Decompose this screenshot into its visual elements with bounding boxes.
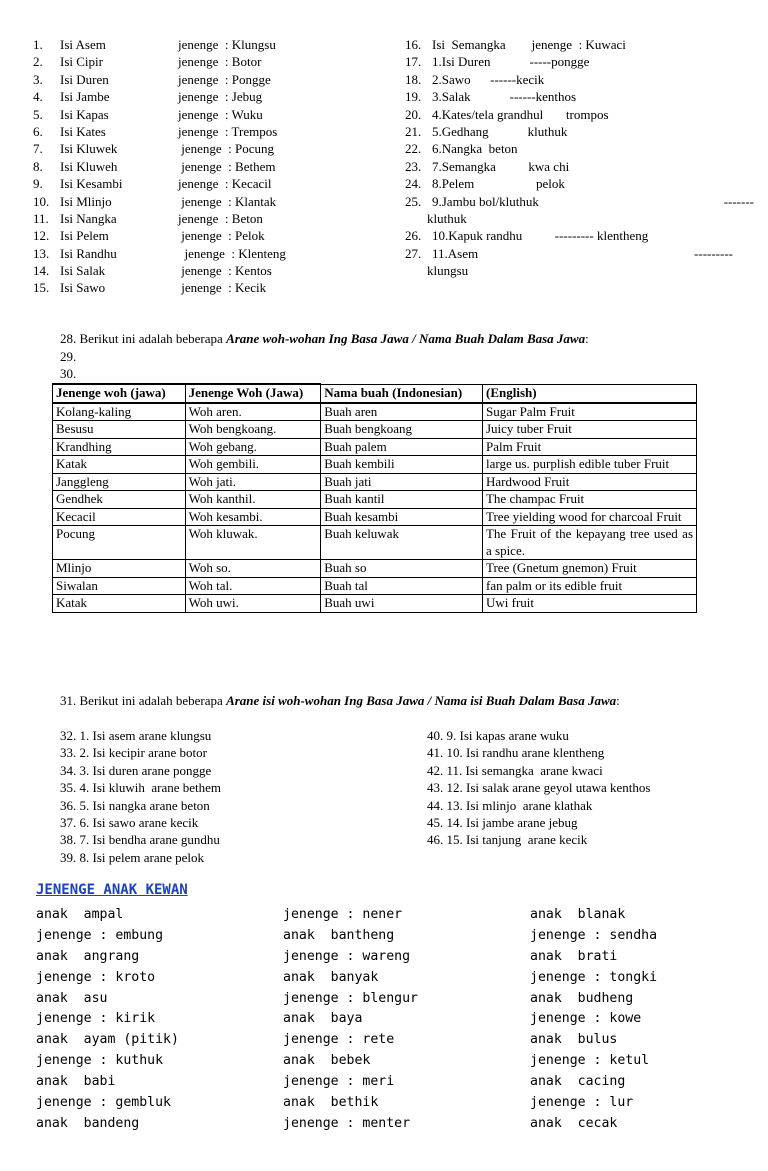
fruit-names-table [52,383,697,613]
list-item: anak bandeng [36,1115,140,1131]
list-item: 34. 3. Isi duren arane pongge [60,762,212,778]
anak-kewan-column-2 [283,905,418,1135]
table-cell: Buah bengkoang [321,421,483,439]
item-name: jenenge : Kecik [178,280,267,296]
item-fruit: Isi Kates [60,123,106,139]
list-item: 33. 2. Isi kecipir arane botor [60,745,207,761]
table-row [53,577,697,595]
item-number: 22. [405,141,422,157]
table-cell: Buah so [321,560,483,578]
list-item: anak bethik [283,1095,379,1111]
list-item: 43. 12. Isi salak arane geyol utawa kenthos [427,780,651,796]
list-item: anak cacing [530,1074,626,1090]
table-cell: Hardwood Fruit [482,473,696,491]
list-item [405,53,648,70]
table-row [53,421,697,439]
table-cell: Woh kanthil. [185,491,321,509]
list-item [33,175,286,192]
list-item: anak brati [530,948,618,964]
list-item: anak cecak [530,1115,618,1131]
table-cell: Buah tal [321,577,483,595]
item-name: jenenge : Wuku [178,106,263,122]
table-cell: Siwalan [53,577,186,595]
list-item [33,262,286,279]
list-item: jenenge : kroto [36,969,156,985]
list-item: 35. 4. Isi kluwih arane bethem [60,780,222,796]
seed-names-intro: 31. Berikut ini adalah beberapa Arane isi woh-wohan Ing Basa Jawa / Nama isi Buah Dalam Basa Jawa: [60,693,620,708]
table-cell: Krandhing [53,438,186,456]
anak-kewan-heading: JENENGE ANAK KEWAN [36,882,188,898]
seed-arane-list-right [427,727,650,849]
table-row [53,403,697,421]
seed-list-left [33,36,286,297]
table-cell: Katak [53,456,186,474]
list-item [33,36,286,53]
item-number: 9. [33,176,43,192]
item-number: 20. [405,106,422,122]
table-cell: Woh bengkoang. [185,421,321,439]
table-row [53,508,697,526]
item-fruit: Isi Randhu [60,245,117,261]
item-number: 21. [405,123,422,139]
list-item: 36. 5. Isi nangka arane beton [60,797,210,813]
list-item: 32. 1. Isi asem arane klungsu [60,728,212,743]
table-cell: The Fruit of the kepayang tree used as a spice. [482,526,696,560]
table-cell: Woh gembili. [185,456,321,474]
item-text: 9.Jambu bol/kluthuk [432,193,539,209]
anak-kewan-column-1 [36,905,179,1135]
table-row [53,595,697,613]
item-number: 19. [405,89,422,105]
item-text: 4.Kates/tela grandhul trompos [432,106,609,122]
item-number: 24. [405,176,422,192]
item-fruit: Isi Nangka [60,210,117,226]
list-item: jenenge : nener [283,907,403,922]
item-number: 15. [33,280,50,296]
list-item [33,123,286,140]
item-fruit: Isi Salak [60,263,106,279]
table-cell: Woh jati. [185,473,321,491]
list-item: 42. 11. Isi semangka arane kwaci [427,762,603,778]
item-number: 8. [33,158,43,174]
table-cell: Buah jati [321,473,483,491]
item-text: Isi Semangka jenenge : Kuwaci [432,37,626,52]
list-item [33,245,286,262]
item-fruit: Isi Sawo [60,280,106,296]
item-text: 2.Sawo ------kecik [432,71,545,87]
table-cell: fan palm or its edible fruit [482,577,696,595]
table-cell: Pocung [53,526,186,560]
table-cell: Buah kantil [321,491,483,509]
list-item: jenenge : tongki [530,969,658,985]
item-fruit: Isi Asem [60,37,106,52]
list-item [405,36,648,53]
table-cell: Janggleng [53,473,186,491]
list-item [405,140,648,157]
item-text: 7.Semangka kwa chi [432,158,570,174]
item-fruit: Isi Mlinjo [60,193,112,209]
item-name: jenenge : Pelok [178,228,265,244]
item-name: jenenge : Klungsu [178,37,276,52]
item-text: 11.Asem [432,245,479,261]
list-item: 39. 8. Isi pelem arane pelok [60,849,205,865]
item-name: jenenge : Botor [178,54,262,70]
list-item [33,106,286,123]
table-cell: Kecacil [53,508,186,526]
item-text: 6.Nangka beton [432,141,518,157]
list-item: anak blanak [530,907,626,922]
header-english: (English) [482,384,696,403]
header-jenenge-woh-jawa-2: Jenenge Woh (Jawa) [185,384,321,403]
list-item: jenenge : wareng [283,948,411,964]
list-item: jenenge : kirik [36,1011,156,1027]
item-fruit: Isi Kapas [60,106,109,122]
table-cell: Juicy tuber Fruit [482,421,696,439]
list-item: 40. 9. Isi kapas arane wuku [427,728,569,743]
list-item: jenenge : sendha [530,927,658,943]
list-item: jenenge : meri [283,1074,395,1090]
list-item [33,279,286,296]
list-item: jenenge : blengur [283,990,418,1006]
table-cell: Buah uwi [321,595,483,613]
item-number: 25. [405,193,422,209]
list-item [405,245,733,262]
table-row [53,456,697,474]
list-item: 38. 7. Isi bendha arane gundhu [60,832,220,848]
table-cell: Woh kesambi. [185,508,321,526]
item-number: 7. [33,141,43,157]
table-row [53,491,697,509]
list-item [405,158,648,175]
table-header-row [53,384,697,403]
list-item: anak bulus [530,1032,618,1048]
item-name: jenenge : Klenteng [178,245,286,261]
list-item: jenenge : gembluk [36,1095,171,1111]
header-jenenge-woh-jawa: Jenenge woh (jawa) [53,384,186,403]
table-cell: Tree (Gnetum gnemon) Fruit [482,560,696,578]
list-item: 44. 13. Isi mlinjo arane klathak [427,797,593,813]
item-number: 13. [33,245,50,261]
item-number: 6. [33,123,43,139]
item-fruit: Isi Kluweh [60,158,118,174]
list-item [33,71,286,88]
list-item: anak banyak [283,969,379,985]
item-fruit: Isi Kesambi [60,176,123,192]
item-number: 2. [33,54,43,70]
list-item: 46. 15. Isi tanjung arane kecik [427,832,588,848]
item-continuation: kluthuk [427,210,467,226]
table-cell: Buah kesambi [321,508,483,526]
item-name: jenenge : Pocung [178,141,275,157]
item-number: 17. [405,54,422,70]
list-item [405,123,648,140]
table-cell: Woh kluwak. [185,526,321,560]
list-number-29: 29. [60,349,77,364]
table-cell: Katak [53,595,186,613]
item-number: 12. [33,228,50,244]
item-number: 26. [405,228,422,244]
list-item: 45. 14. Isi jambe arane jebug [427,814,578,830]
list-item [33,210,286,227]
item-number: 14. [33,263,50,279]
table-cell: Buah kembili [321,456,483,474]
table-cell: Tree yielding wood for charcoal Fruit [482,508,696,526]
table-cell: Gendhek [53,491,186,509]
list-item: anak ayam (pitik) [36,1032,179,1048]
item-number: 11. [33,210,49,226]
item-number: 1. [33,37,43,52]
table-cell: Sugar Palm Fruit [482,403,696,421]
table-cell: large us. purplish edible tuber Fruit [482,456,696,474]
list-item: jenenge : lur [530,1095,634,1111]
item-fruit: Isi Cipir [60,54,103,70]
list-item [405,193,754,210]
list-item: anak bantheng [283,927,395,943]
list-item: anak angrang [36,948,140,964]
list-item: jenenge : kowe [530,1011,642,1027]
table-cell: Woh tal. [185,577,321,595]
item-text: 8.Pelem pelok [432,176,565,192]
item-name: jenenge : Kecacil [178,176,272,192]
table-cell: Woh aren. [185,403,321,421]
item-name: jenenge : Kentos [178,263,272,279]
list-item: anak ampal [36,907,124,922]
list-number-30: 30. [60,366,77,381]
item-fruit: Isi Jambe [60,89,110,105]
list-item [405,175,648,192]
table-cell: Woh so. [185,560,321,578]
list-item: jenenge : ketul [530,1053,650,1069]
list-item [33,227,286,244]
list-item [33,193,286,210]
header-nama-buah: Nama buah (Indonesian) [321,384,483,403]
item-number: 10. [33,193,50,209]
list-item: anak asu [36,990,108,1006]
list-item [405,106,648,123]
item-name: jenenge : Bethem [178,158,276,174]
item-number: 16. [405,37,422,52]
item-number: 27. [405,245,422,261]
list-item [33,140,286,157]
item-number: 18. [405,71,422,87]
item-dashes: ------- [723,193,754,209]
seed-arane-list-left [60,727,221,866]
item-name: jenenge : Pongge [178,71,271,87]
anak-kewan-column-3 [530,905,657,1135]
item-fruit: Isi Kluwek [60,141,118,157]
list-item: anak baya [283,1011,363,1027]
table-row [53,473,697,491]
table-cell: The champac Fruit [482,491,696,509]
table-cell: Besusu [53,421,186,439]
table-row [53,438,697,456]
table-cell: Woh uwi. [185,595,321,613]
table-cell: Mlinjo [53,560,186,578]
list-item: jenenge : rete [283,1032,395,1048]
list-item [405,227,648,244]
item-text: 10.Kapuk randhu --------- klentheng [432,228,649,244]
list-item [405,88,648,105]
list-item [33,158,286,175]
list-item: jenenge : menter [283,1115,411,1131]
item-number: 23. [405,158,422,174]
list-item: jenenge : kuthuk [36,1053,164,1069]
item-dashes: --------- [694,245,733,261]
item-number: 4. [33,89,43,105]
table-cell: Kolang-kaling [53,403,186,421]
seed-list-right [405,36,754,279]
item-name: jenenge : Beton [178,210,263,226]
list-item: 37. 6. Isi sawo arane kecik [60,814,199,830]
list-item: anak bebek [283,1053,371,1069]
table-cell: Buah keluwak [321,526,483,560]
item-number: 3. [33,71,43,87]
list-item [33,88,286,105]
list-item: anak budheng [530,990,634,1006]
list-item: 41. 10. Isi randhu arane klentheng [427,745,605,761]
list-item [405,71,648,88]
list-item [33,53,286,70]
item-name: jenenge : Jebug [178,89,263,105]
table-cell: Uwi fruit [482,595,696,613]
table-cell: Buah palem [321,438,483,456]
item-name: jenenge : Klantak [178,193,277,209]
item-fruit: Isi Duren [60,71,109,87]
item-text: 5.Gedhang kluthuk [432,123,568,139]
table-cell: Woh gebang. [185,438,321,456]
item-continuation: klungsu [427,263,469,279]
item-text: 3.Salak ------kenthos [432,89,577,105]
item-fruit: Isi Pelem [60,228,109,244]
fruit-names-intro: 28. Berikut ini adalah beberapa Arane woh-wohan Ing Basa Jawa / Nama Buah Dalam Basa Jawa: [60,331,589,346]
table-row [53,560,697,578]
table-row [53,526,697,560]
item-number: 5. [33,106,43,122]
item-text: 1.Isi Duren -----pongge [432,54,590,70]
item-name: jenenge : Trempos [178,123,278,139]
list-item: jenenge : embung [36,927,164,943]
list-item: anak babi [36,1074,116,1090]
table-cell: Buah aren [321,403,483,421]
table-cell: Palm Fruit [482,438,696,456]
